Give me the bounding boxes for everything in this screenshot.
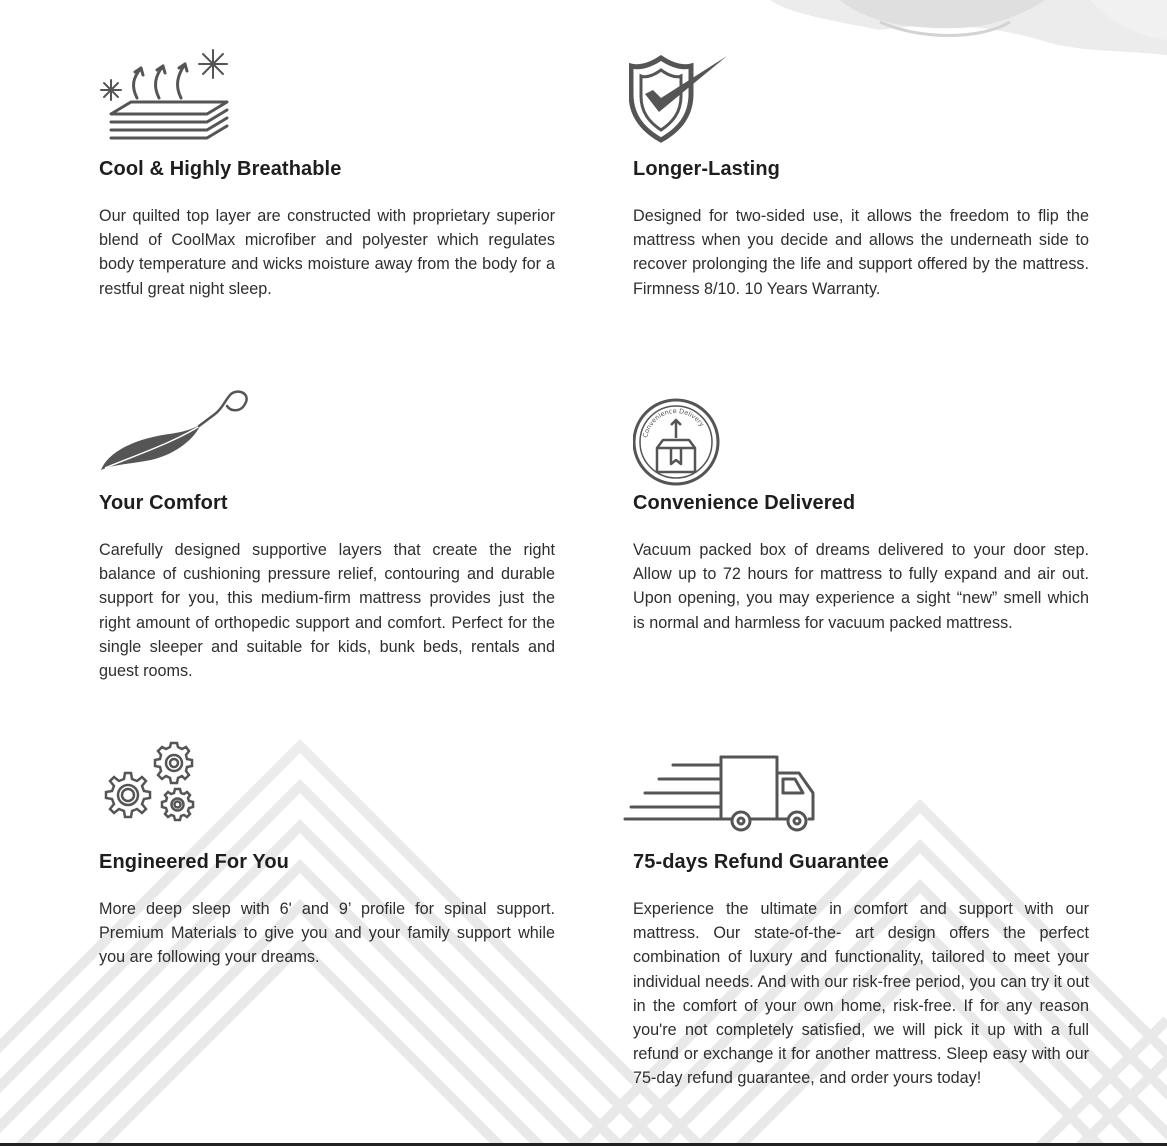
delivery-box-icon — [633, 398, 723, 488]
feature-title: 75-days Refund Guarantee — [633, 851, 889, 873]
feature-description: More deep sleep with 6' and 9’ profile for spinal support. Premium Materials to give you and your family support while you are following your dreams. — [99, 900, 555, 967]
gears-icon — [99, 737, 203, 827]
feature-description: Our quilted top layer are constructed with proprietary superior blend of CoolMax microfiber and polyester which regulates body temperature and wicks moisture away from the body for a restful great night sleep. — [99, 207, 555, 298]
feather-icon — [99, 390, 259, 474]
delivery-badge-text: Convenience Delivery — [641, 406, 706, 439]
feature-description: Experience the ultimate in comfort and support with our mattress. Our state-of-the- art design offers the perfect combination of luxury and functionality, tailored to meet your individual needs. And with our risk-free period, you can try it out in the comfort of your own home, risk-free. If for any reason you're not completely satisfied, we will pick it up with a full refund or exchange it for another mattress. Sleep easy with our 75-day refund guarantee, and order yours today! — [633, 900, 1089, 1088]
feature-title: Convenience Delivered — [633, 492, 856, 514]
feature-description: Carefully designed supportive layers that create the right balance of cushioning pressure relief, contouring and durable support for you, this medium-firm mattress provides just the right amount of orthopedic support and comfort. Perfect for the single sleeper and suitable for kids, bunk beds, rentals and guest rooms. — [99, 541, 555, 681]
feature-cool-breathable — [99, 40, 555, 300]
delivery-truck-icon — [623, 753, 817, 833]
feature-longer-lasting — [633, 40, 1089, 340]
feature-convenience-delivered — [633, 372, 1089, 672]
cooling-layers-icon — [95, 42, 239, 142]
feature-your-comfort — [99, 372, 555, 692]
feature-title: Cool & Highly Breathable — [99, 158, 342, 180]
feature-description: Designed for two-sided use, it allows the freedom to flip the mattress when you decide and allows the underneath side to recover prolonging the life and support offered by the mattress. Firmness 8/10. 10 Years Warranty. — [633, 207, 1089, 298]
feature-refund-guarantee — [633, 735, 1089, 1135]
feature-description: Vacuum packed box of dreams delivered to your door step. Allow up to 72 hours for mattress to fully expand and air out. Upon opening, you may experience a sight “new” smell which is normal and harmless for vacuum packed mattress. — [633, 541, 1089, 632]
feature-title: Engineered For You — [99, 851, 289, 873]
feature-engineered-for-you — [99, 735, 555, 975]
shield-check-icon — [629, 54, 733, 146]
feature-title: Longer-Lasting — [633, 158, 780, 180]
feature-title: Your Comfort — [99, 492, 228, 514]
